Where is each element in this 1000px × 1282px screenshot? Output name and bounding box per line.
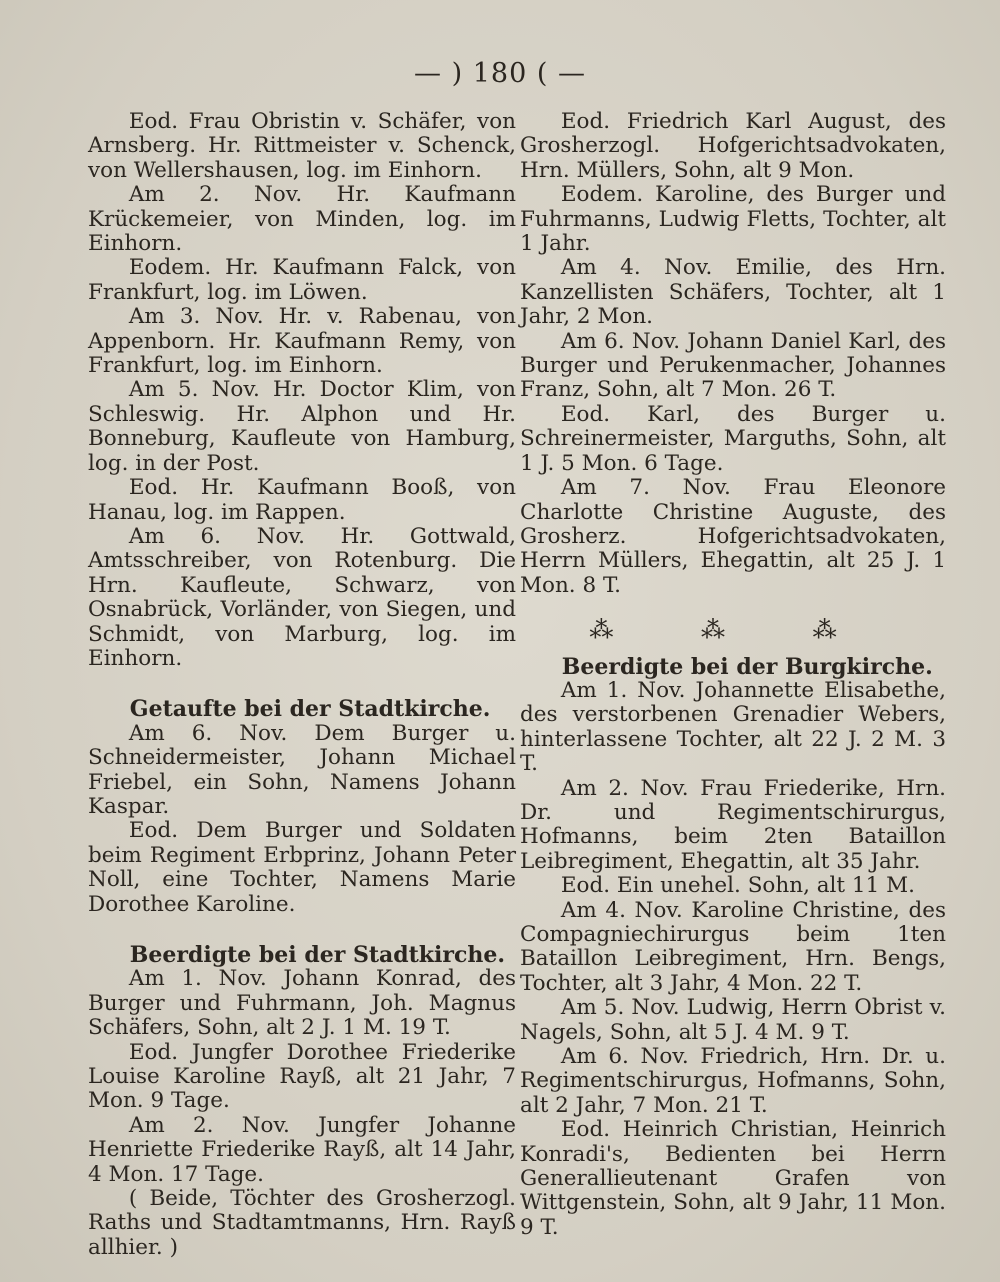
burial-entry: Am 2. Nov. Frau Friederike, Hrn. Dr. und Regimentschirurgus, Hofmanns, beim 2ten Bataillon Leibregiment, Ehegattin, alt 35 Jahr.	[520, 775, 946, 874]
burial-entry: Eodem. Karoline, des Burger und Fuhrmanns, Ludwig Fletts, Tochter, alt 1 Jahr.	[520, 182, 946, 257]
burial-entry: Am 2. Nov. Jungfer Johanne Henriette Friederike Rayß, alt 14 Jahr, 4 Mon. 17 Tage.	[88, 1112, 516, 1187]
burgkirche-heading: Beerdigte bei der Burgkirche.	[561, 653, 933, 680]
section-separator: ⁂ ⁂ ⁂	[589, 616, 877, 645]
page-number-header: — ) 180 ( —	[414, 58, 586, 89]
baptized-heading: Getaufte bei der Stadtkirche.	[129, 696, 491, 723]
traveler-entry: Eodem. Hr. Kaufmann Falck, von Frankfurt, log. im Löwen.	[88, 255, 516, 305]
left-column	[88, 110, 516, 1260]
traveler-entry: Eod. Hr. Kaufmann Booß, von Hanau, log. im Rappen.	[88, 475, 516, 525]
traveler-entry: Am 2. Nov. Hr. Kaufmann Krückemeier, von Minden, log. im Einhorn.	[88, 182, 516, 257]
burial-entry: Eod. Jungfer Dorothee Friederike Louise Karoline Rayß, alt 21 Jahr, 7 Mon. 9 Tage.	[88, 1039, 516, 1114]
baptism-entry: Eod. Dem Burger und Soldaten beim Regiment Erbprinz, Johann Peter Noll, eine Tochter, Namens Marie Dorothee Karoline.	[88, 818, 516, 917]
burial-entry: Eod. Heinrich Christian, Heinrich Konradi's, Bedienten bei Herrn Generallieutenant Grafen von Wittgenstein, Sohn, alt 9 Jahr, 11 Mon. 9 T.	[520, 1117, 946, 1240]
traveler-entry: Am 3. Nov. Hr. v. Rabenau, von Appenborn. Hr. Kaufmann Remy, von Frankfurt, log. im Einhorn.	[88, 304, 516, 379]
baptism-entry: Am 6. Nov. Dem Burger u. Schneidermeister, Johann Michael Friebel, ein Sohn, Namens Johann Kaspar.	[88, 720, 516, 819]
traveler-entry: Eod. Frau Obristin v. Schäfer, von Arnsberg. Hr. Rittmeister v. Schenck, von Wellershausen, log. im Einhorn.	[88, 109, 516, 183]
burial-entry: Am 6. Nov. Friedrich, Hrn. Dr. u. Regimentschirurgus, Hofmanns, Sohn, alt 2 Jahr, 7 Mon. 21 T.	[520, 1044, 946, 1118]
right-column	[520, 110, 946, 1240]
burial-entry: Eod. Friedrich Karl August, des Grosherzogl. Hofgerichtsadvokaten, Hrn. Müllers, Sohn, alt 9 Mon.	[520, 109, 946, 183]
burial-entry: Am 1. Nov. Johannette Elisabethe, des verstorbenen Grenadier Webers, hinterlassene Tochter, alt 22 J. 2 M. 3 T.	[520, 677, 946, 777]
burial-entry: Am 5. Nov. Ludwig, Herrn Obrist v. Nagels, Sohn, alt 5 J. 4 M. 9 T.	[520, 995, 946, 1045]
burial-entry: Am 7. Nov. Frau Eleonore Charlotte Christine Auguste, des Grosherz. Hofgerichtsadvokaten, Herrn Müllers, Ehegattin, alt 25 J. 1 Mon. 8 T.	[520, 475, 946, 598]
burial-entry: Am 4. Nov. Karoline Christine, des Compagniechirurgus beim 1ten Bataillon Leibregiment, Hrn. Bengs, Tochter, alt 3 Jahr, 4 Mon. 22 T.	[520, 897, 946, 996]
burial-entry: Am 4. Nov. Emilie, des Hrn. Kanzellisten Schäfers, Tochter, alt 1 Jahr, 2 Mon.	[520, 255, 946, 330]
burial-note: ( Beide, Töchter des Grosherzogl. Raths und Stadtamtmanns, Hrn. Rayß allhier. )	[88, 1186, 516, 1260]
burial-entry: Am 6. Nov. Johann Daniel Karl, des Burger und Perukenmacher, Johannes Franz, Sohn, alt 7 Mon. 26 T.	[520, 328, 946, 403]
buried-heading: Beerdigte bei der Stadtkirche.	[129, 942, 506, 968]
burial-entry: Eod. Ein unehel. Sohn, alt 11 M.	[560, 873, 915, 899]
burial-entry: Eod. Karl, des Burger u. Schreinermeister, Marguths, Sohn, alt 1 J. 5 Mon. 6 Tage.	[520, 401, 946, 476]
traveler-entry: Am 6. Nov. Hr. Gottwald, Amtsschreiber, von Rotenburg. Die Hrn. Kaufleute, Schwarz, von Osnabrück, Vorländer, von Siegen, und Schmidt, von Marburg, log. im Einhorn.	[88, 523, 516, 671]
burial-entry: Am 1. Nov. Johann Konrad, des Burger und Fuhrmann, Joh. Magnus Schäfers, Sohn, alt 2 J. 1 M. 19 T.	[88, 966, 516, 1041]
traveler-entry: Am 5. Nov. Hr. Doctor Klim, von Schleswig. Hr. Alphon und Hr. Bonneburg, Kaufleute von Hamburg, log. in der Post.	[88, 377, 516, 476]
